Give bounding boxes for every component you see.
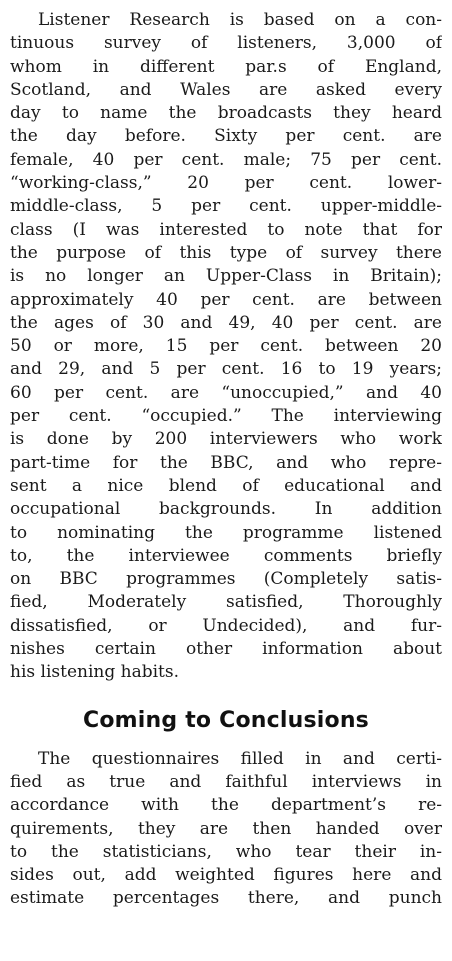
text-line: quirements, they are then handed over <box>10 818 442 839</box>
text-line: middle-class, 5 per cent. upper-middle- <box>10 196 442 217</box>
text-line: his listening habits. <box>10 662 179 683</box>
text-line: sent a nice blend of educational and <box>10 475 442 496</box>
paragraph-coming-to-conclusions <box>10 748 442 911</box>
text-line: nishes certain other information about <box>10 639 442 660</box>
text-line: fied, Moderately satisfied, Thoroughly <box>10 592 442 613</box>
text-line: female, 40 per cent. male; 75 per cent. <box>10 149 442 170</box>
text-line: on BBC programmes (Completely satis- <box>10 569 442 590</box>
text-line: and 29, and 5 per cent. 16 to 19 years; <box>10 359 442 380</box>
paragraph-listener-research <box>10 9 442 685</box>
text-line: class (I was interested to note that for <box>10 219 442 240</box>
section-heading: Coming to Conclusions <box>83 707 369 733</box>
text-line: dissatisfied, or Undecided), and fur- <box>10 615 442 636</box>
text-line: whom in different par.s of England, <box>10 56 442 77</box>
text-line: 50 or more, 15 per cent. between 20 <box>10 336 442 357</box>
text-line: the purpose of this type of survey there <box>10 242 442 263</box>
text-line: per cent. “occupied.” The interviewing <box>10 406 442 427</box>
text-line: approximately 40 per cent. are between <box>10 289 442 310</box>
text-line: Listener Research is based on a con- <box>38 10 442 30</box>
text-line: part-time for the BBC, and who repre- <box>10 452 442 473</box>
text-line: estimate percentages there, and punch <box>10 888 442 909</box>
text-line: tinuous survey of listeners, 3,000 of <box>10 33 442 54</box>
text-line: The questionnaires filled in and certi- <box>38 748 442 769</box>
text-line: accordance with the department’s re- <box>10 795 442 816</box>
text-line: 60 per cent. are “unoccupied,” and 40 <box>10 382 442 403</box>
text-line: “working-class,” 20 per cent. lower- <box>10 173 442 194</box>
text-line: Scotland, and Wales are asked every <box>10 79 442 100</box>
text-line: occupational backgrounds. In addition <box>10 499 442 520</box>
text-line: day to name the broadcasts they heard <box>10 103 442 124</box>
text-line: to nominating the programme listened <box>10 522 442 543</box>
text-line: fied as true and faithful interviews in <box>10 771 442 792</box>
text-line: the ages of 30 and 49, 40 per cent. are <box>10 312 442 333</box>
text-line: is done by 200 interviewers who work <box>10 429 442 450</box>
text-line: sides out, add weighted figures here and <box>10 865 442 886</box>
text-line: is no longer an Upper-Class in Britain); <box>10 266 442 287</box>
text-line: to, the interviewee comments briefly <box>10 545 442 566</box>
article-page <box>10 9 442 911</box>
text-line: the day before. Sixty per cent. are <box>10 126 442 147</box>
text-line: to the statisticians, who tear their in- <box>10 841 442 862</box>
